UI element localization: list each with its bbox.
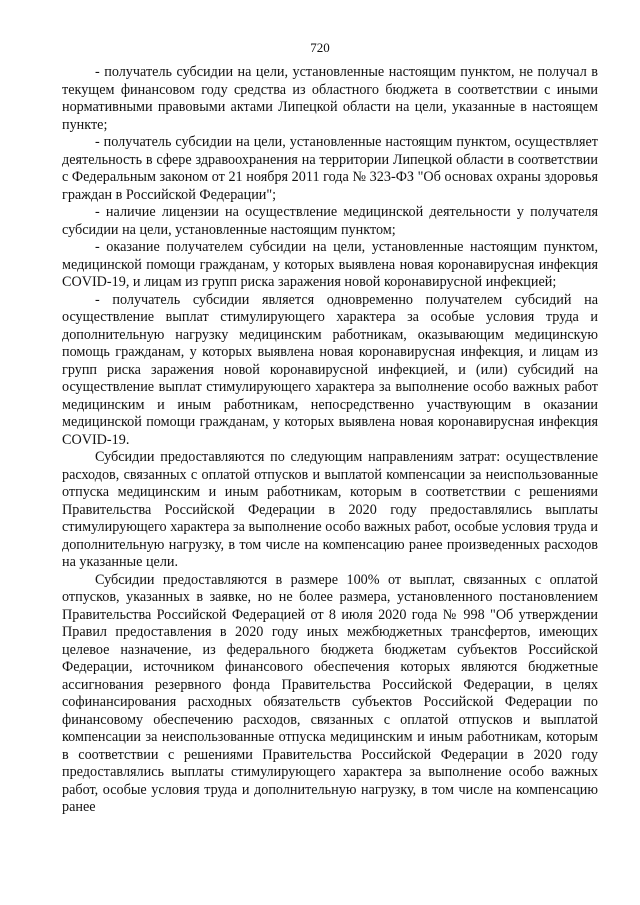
paragraph-subsidy-amount: Субсидии предоставляются в размере 100% от выплат, связанных с оплатой отпусков, указанных в заявке, но не более размера, установленного постановлением Правительства Российской Федерацией от 8 июля 2020 года № 998 "Об утверждении Правил предоставления в 2020 году иных межбюджетных трансфертов, имеющих целевое назначение, из федерального бюджета бюджетам субъектов Российской Федерации, источником финансового обеспечения которых являются бюджетные ассигнования резервного фонда Правительства Российской Федерации, в целях софинансирования расходных обязательств субъектов Российской Федерации по финансовому обеспечению расходов, связанных с оплатой отпусков и выплатой компенсации за неиспользованные отпуска медицинским и иным работникам, которым в соответствии с решениями Правительства Российской Федерации в 2020 году предоставлялись выплаты стимулирующего характера за выполнение особо важных работ, особые условия труда и дополнительную нагрузку, в том числе на компенсацию ранее xyxy=(62,571,598,815)
paragraph-recipient-no-other-funds: - получатель субсидии на цели, установленные настоящим пунктом, не получал в текущем финансовом году средства из областного бюджета в соответствии с иными нормативными правовыми актами Липецкой области на цели, указанные в настоящем пункте; xyxy=(62,64,598,133)
paragraph-recipient-healthcare-activity: - получатель субсидии на цели, установленные настоящим пунктом, осуществляет деятельность в сфере здравоохранения на территории Липецкой области в соответствии с Федеральным законом от 21 ноября 2011 года № 323-ФЗ "Об основах охраны здоровья граждан в Российской Федерации"; xyxy=(62,134,598,203)
paragraph-stimulating-payments-recipient: - получатель субсидии является одновременно получателем субсидий на осуществление выплат стимулирующего характера за особые условия труда и дополнительную нагрузку медицинским работникам, оказывающим медицинскую помощь гражданам, у которых выявлена новая коронавирусная инфекция, и лицам из групп риска заражения новой коронавирусной инфекцией, и (или) субсидий на осуществление выплат стимулирующего характера за выполнение особо важных работ медицинским и иным работникам, непосредственно участвующим в оказании медицинской помощи гражданам, у которых выявлена новая коронавирусная инфекция COVID-19. xyxy=(62,291,598,448)
paragraph-covid-medical-care: - оказание получателем субсидии на цели, установленные настоящим пунктом, медицинской помощи гражданам, у которых выявлена новая коронавирусная инфекция COVID-19, и лицам из групп риска заражения новой коронавирусной инфекцией; xyxy=(62,239,598,290)
paragraph-subsidy-directions: Субсидии предоставляются по следующим направлениям затрат: осуществление расходов, связанных с оплатой отпусков и выплатой компенсации за неиспользованные отпуска медицинским и иным работникам, которым в соответствии с решениями Правительства Российской Федерации в 2020 году предоставлялись выплаты стимулирующего характера за выполнение особо важных работ, особые условия труда и дополнительную нагрузку, в том числе на компенсацию ранее произведенных расходов на указанные цели. xyxy=(62,449,598,570)
page-number: 720 xyxy=(310,40,330,55)
body-text xyxy=(62,64,598,817)
paragraph-medical-license: - наличие лицензии на осуществление медицинской деятельности у получателя субсидии на цели, установленные настоящим пунктом; xyxy=(62,204,598,238)
